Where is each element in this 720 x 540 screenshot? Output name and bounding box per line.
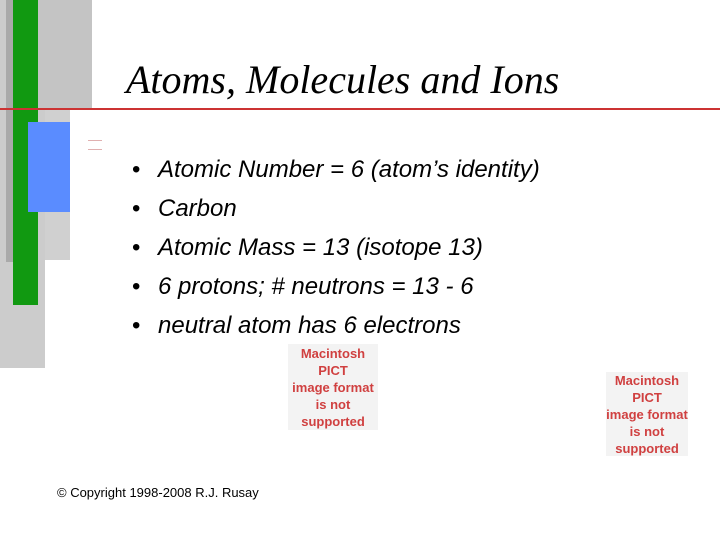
bullet-item: [132, 189, 540, 228]
slide-title: Atoms, Molecules and Ions: [126, 57, 560, 102]
image-placeholder: Macintosh PICT image format is not supported: [606, 372, 688, 456]
bullet-dot-icon: •: [132, 234, 141, 261]
bullet-text: Atomic Number = 6 (atom’s identity): [158, 156, 540, 183]
decor-tick-mark: [88, 140, 102, 150]
bullet-dot-icon: •: [132, 195, 141, 222]
decor-gray-block: [38, 0, 92, 110]
copyright-notice: © Copyright 1998-2008 R.J. Rusay: [57, 485, 259, 500]
bullet-dot-icon: •: [132, 273, 141, 300]
bullet-text: 6 protons; # neutrons = 13 - 6: [158, 273, 474, 300]
bullet-item: [132, 228, 540, 267]
bullet-item: [132, 306, 540, 345]
bullet-list: [132, 150, 540, 345]
bullet-text: Atomic Mass = 13 (isotope 13): [158, 234, 483, 261]
bullet-dot-icon: •: [132, 312, 141, 339]
bullet-item: [132, 267, 540, 306]
bullet-text: neutral atom has 6 electrons: [158, 312, 461, 339]
title-rule-line: [0, 108, 720, 110]
bullet-dot-icon: •: [132, 156, 141, 183]
decor-blue-block: [28, 122, 70, 212]
bullet-text: Carbon: [158, 195, 237, 222]
bullet-item: [132, 150, 540, 189]
image-placeholder: Macintosh PICT image format is not supported: [288, 344, 378, 430]
